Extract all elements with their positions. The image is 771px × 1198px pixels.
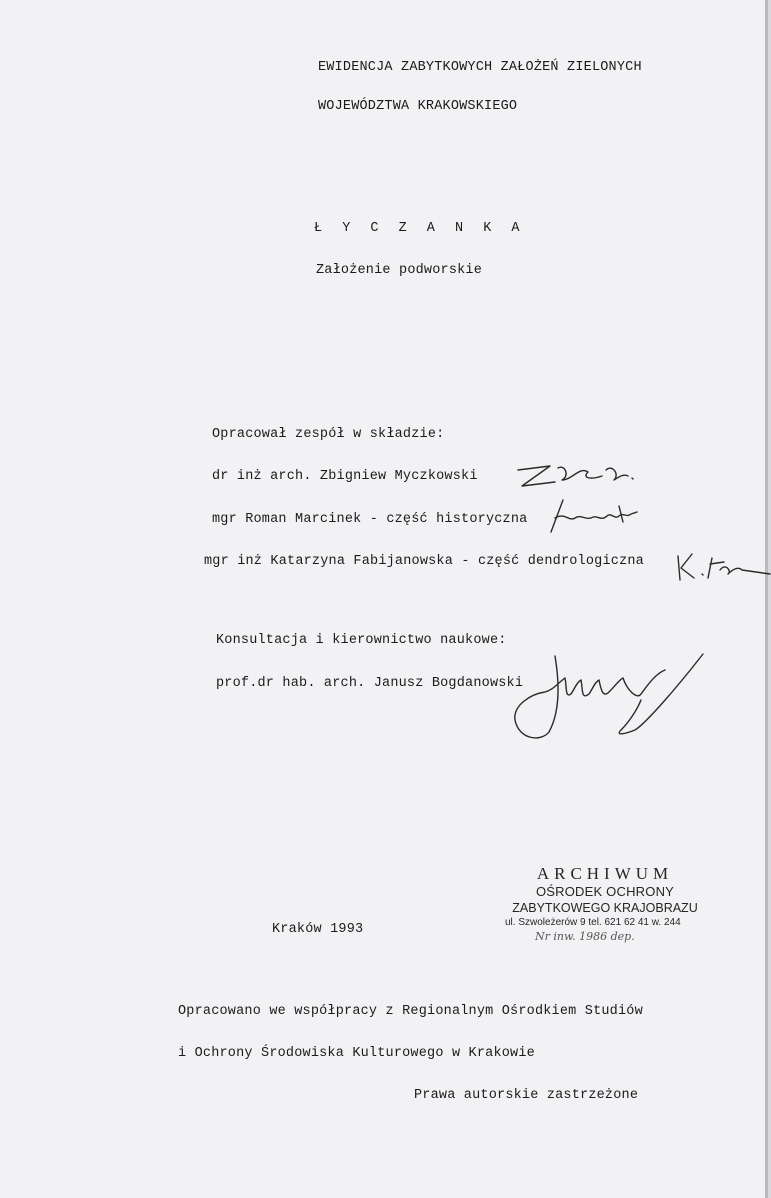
signature-bogdanowski	[505, 650, 710, 745]
document-title: Ł Y C Z A N K A	[314, 221, 526, 236]
stamp-line-3: ZABYTKOWEGO KRAJOBRAZU	[512, 901, 698, 915]
team-member-3: mgr inż Katarzyna Fabijanowska - część dendrologiczna	[204, 554, 644, 569]
document-subtitle: Założenie podworskie	[316, 263, 483, 278]
signature-myczkowski	[510, 458, 635, 493]
footer-line-2: i Ochrony Środowiska Kulturowego w Krakowie	[178, 1046, 535, 1061]
signature-fabijanowska	[672, 548, 771, 586]
team-member-1: dr inż arch. Zbigniew Myczkowski	[212, 469, 478, 484]
header-line-1: EWIDENCJA ZABYTKOWYCH ZAŁOŻEŃ ZIELONYCH	[318, 60, 642, 75]
place-and-date: Kraków 1993	[272, 922, 364, 937]
signature-marcinek	[545, 498, 650, 538]
copyright-notice: Prawa autorskie zastrzeżone	[414, 1088, 639, 1103]
archive-stamp	[505, 864, 705, 943]
team-member-2: mgr Roman Marcinek - część historyczna	[212, 512, 528, 527]
stamp-address: ul. Szwoleżerów 9 tel. 621 62 41 w. 244	[505, 917, 681, 928]
stamp-inventory-number: Nr inw. 1986 dep.	[535, 930, 635, 943]
footer-line-1: Opracowano we współpracy z Regionalnym Ośrodkiem Studiów	[178, 1004, 643, 1019]
stamp-line-2: OŚRODEK OCHRONY	[535, 884, 675, 899]
team-intro: Opracował zespół w składzie:	[212, 427, 445, 442]
consultation-person: prof.dr hab. arch. Janusz Bogdanowski	[216, 676, 524, 691]
consultation-intro: Konsultacja i kierownictwo naukowe:	[216, 633, 507, 648]
header-line-2: WOJEWÓDZTWA KRAKOWSKIEGO	[318, 99, 518, 114]
stamp-archive-title: ARCHIWUM	[536, 864, 674, 883]
